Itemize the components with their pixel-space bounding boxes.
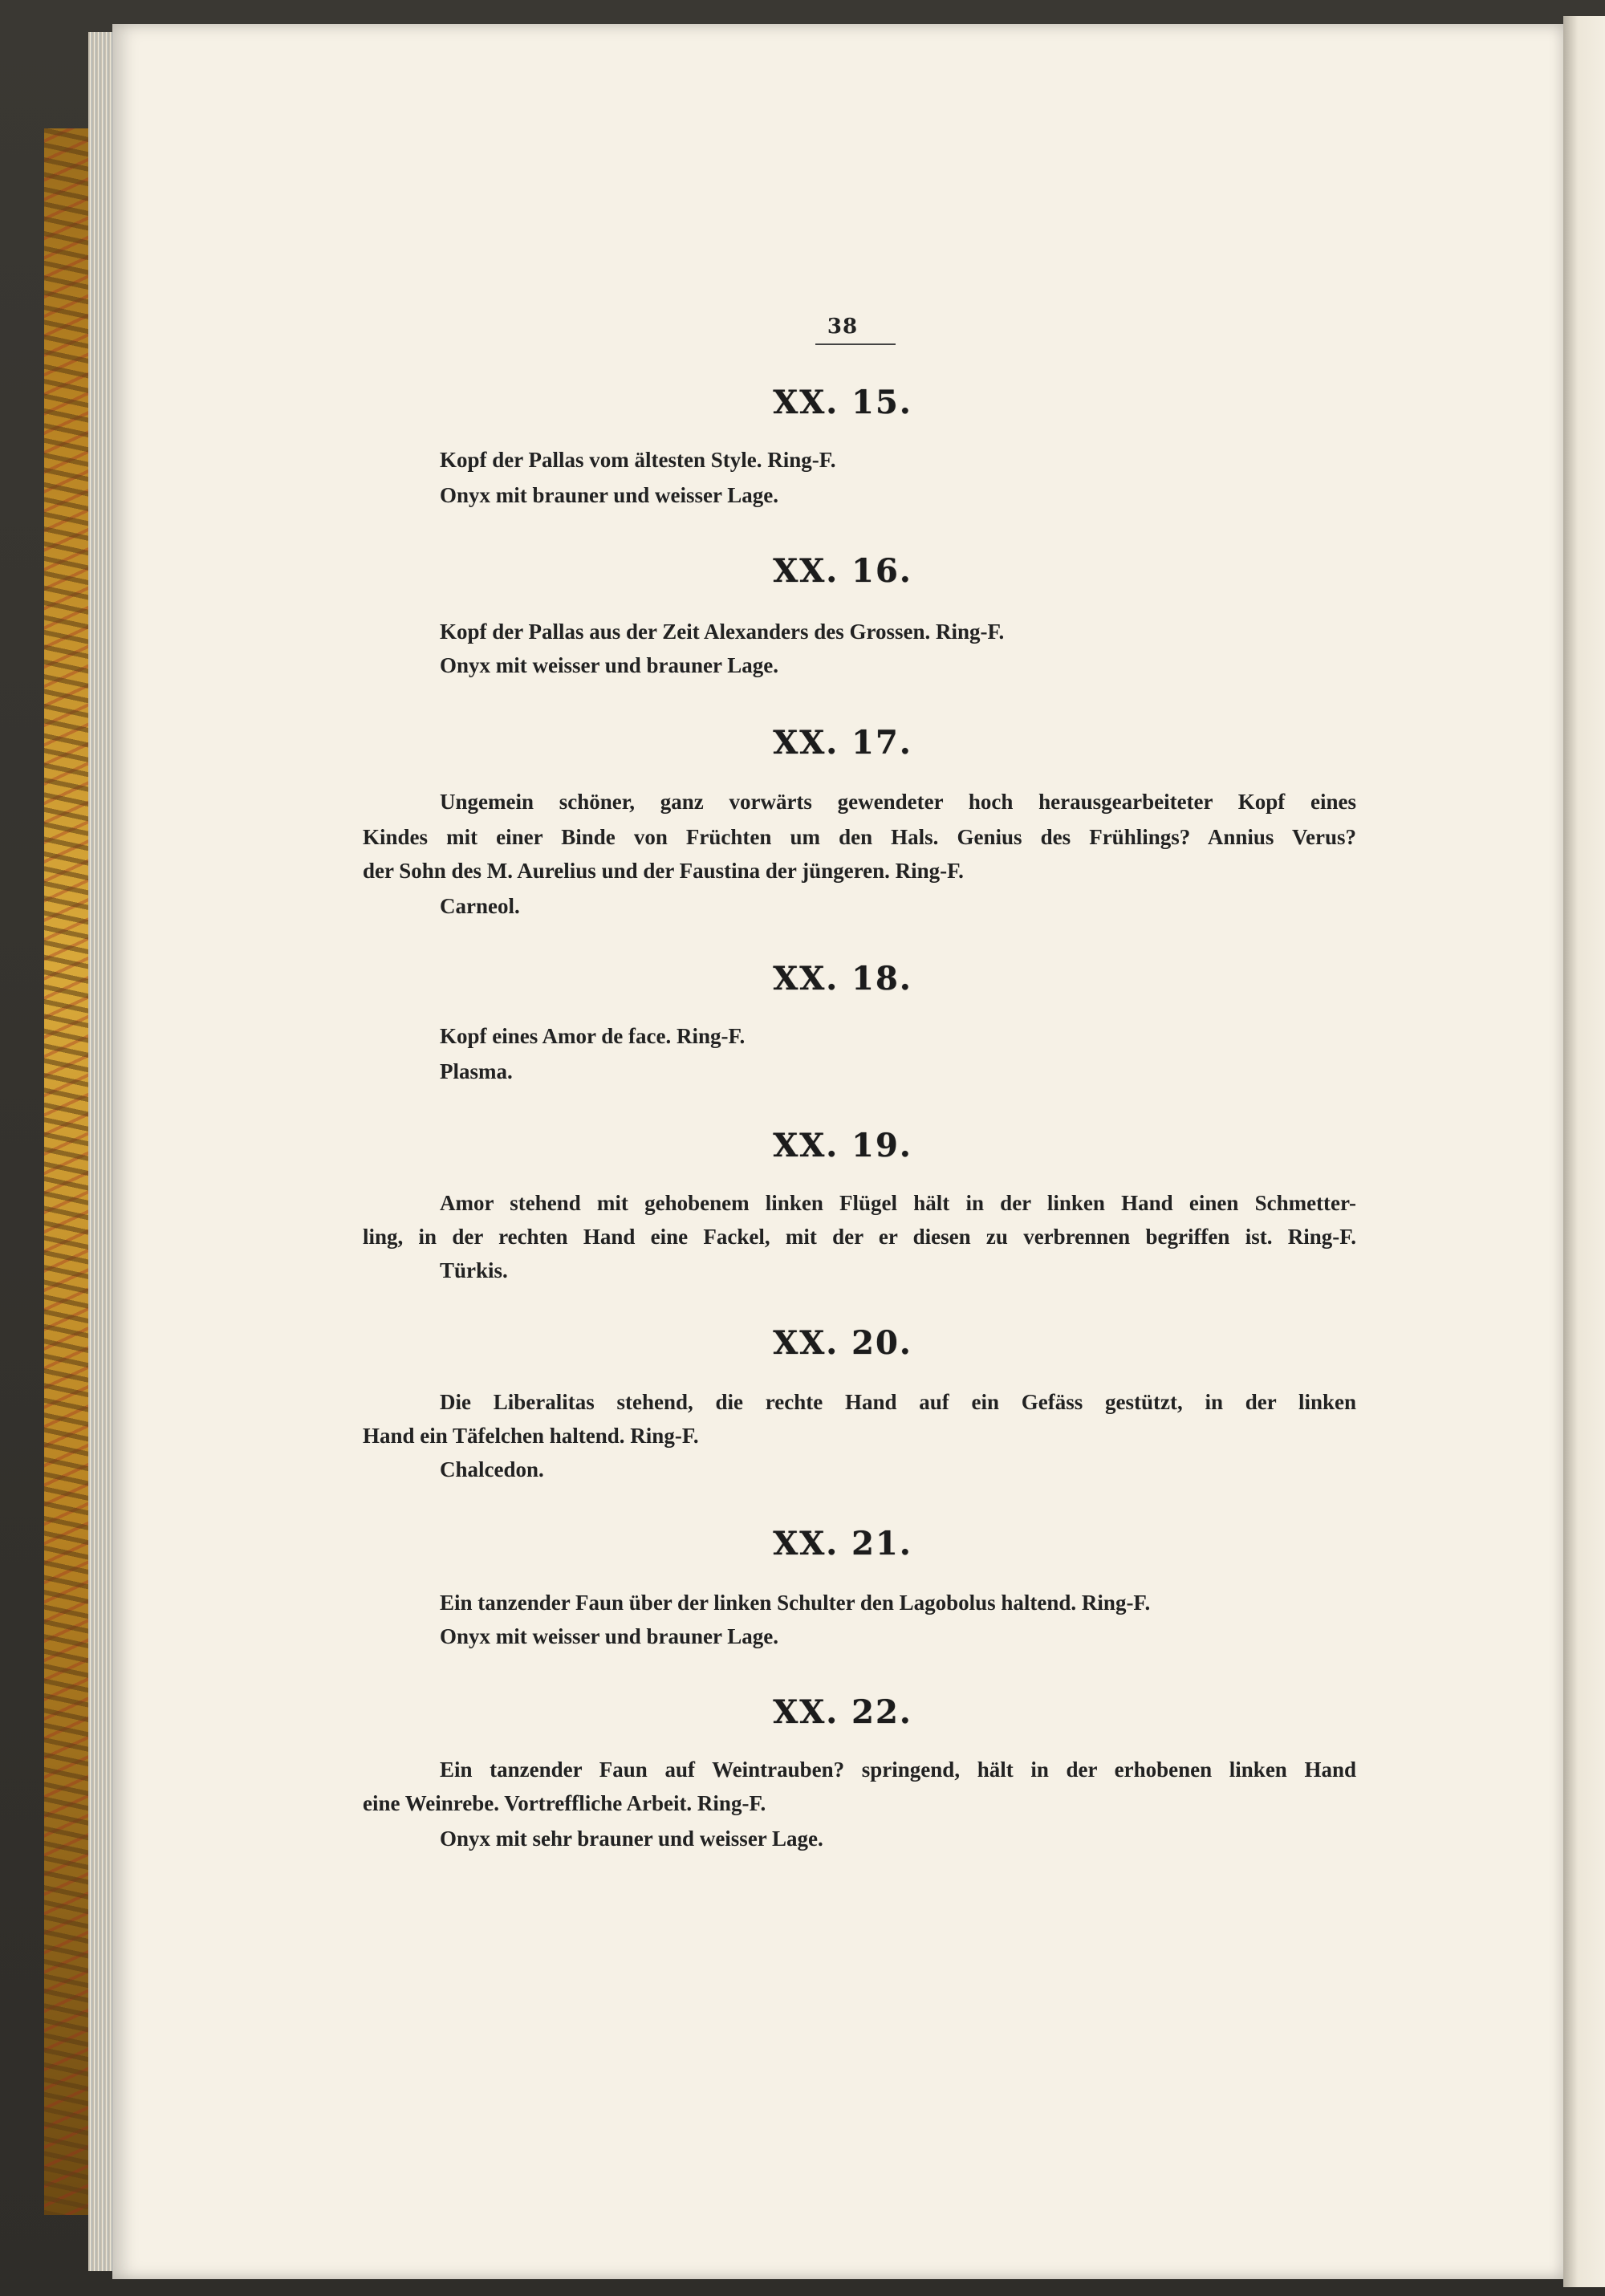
entry-heading: XX. 18. (773, 960, 912, 998)
entry-line: Onyx mit weisser und brauner Lage. (440, 1624, 779, 1648)
entry-heading: XX. 20. (773, 1324, 912, 1362)
entry-line: der Sohn des M. Aurelius und der Faustina der jüngeren. Ring-F. (363, 859, 964, 883)
entry-line: Plasma. (440, 1059, 513, 1083)
next-page-edge (1563, 16, 1605, 2287)
entry-heading: XX. 22. (773, 1693, 912, 1731)
entry-heading: XX. 15. (773, 384, 912, 421)
entry-heading: XX. 19. (773, 1127, 912, 1164)
entry-line: Kopf eines Amor de face. Ring-F. (440, 1024, 746, 1048)
entry-line: ling, in der rechten Hand eine Fackel, mit der er diesen zu verbrennen begriffen ist. Ring-F. (363, 1225, 1356, 1249)
entry-line: Chalcedon. (440, 1457, 544, 1481)
page-number-rule (815, 343, 896, 345)
entry-line: Amor stehend mit gehobenem linken Flügel hält in der linken Hand einen Schmetter- (440, 1191, 1356, 1215)
entry-line: Kindes mit einer Binde von Früchten um den Hals. Genius des Frühlings? Annius Verus? (363, 825, 1356, 849)
entry-line: Onyx mit sehr brauner und weisser Lage. (440, 1827, 823, 1851)
entry-line: Onyx mit weisser und brauner Lage. (440, 653, 779, 677)
entry-line: Kopf der Pallas aus der Zeit Alexanders des Grossen. Ring-F. (440, 620, 1005, 644)
entry-line: Hand ein Täfelchen haltend. Ring-F. (363, 1424, 699, 1448)
entry-line: Ein tanzender Faun über der linken Schulter den Lagobolus haltend. Ring-F. (440, 1591, 1151, 1615)
entry-line: Carneol. (440, 894, 520, 918)
entry-line: Ein tanzender Faun auf Weintrauben? springend, hält in der erhobenen linken Hand (440, 1758, 1356, 1782)
entry-line: Onyx mit brauner und weisser Lage. (440, 483, 779, 507)
page-number: 38 (827, 315, 859, 339)
entry-heading: XX. 17. (773, 724, 912, 762)
entry-line: Die Liberalitas stehend, die rechte Hand auf ein Gefäss gestützt, in der linken (440, 1390, 1356, 1414)
entry-heading: XX. 21. (773, 1525, 912, 1562)
entry-heading: XX. 16. (773, 552, 912, 590)
entry-line: Ungemein schöner, ganz vorwärts gewendeter hoch herausgearbeiteter Kopf eines (440, 790, 1356, 814)
entry-line: Türkis. (440, 1258, 508, 1282)
entry-line: eine Weinrebe. Vortreffliche Arbeit. Ring-F. (363, 1791, 766, 1815)
entry-line: Kopf der Pallas vom ältesten Style. Ring-F. (440, 448, 836, 472)
